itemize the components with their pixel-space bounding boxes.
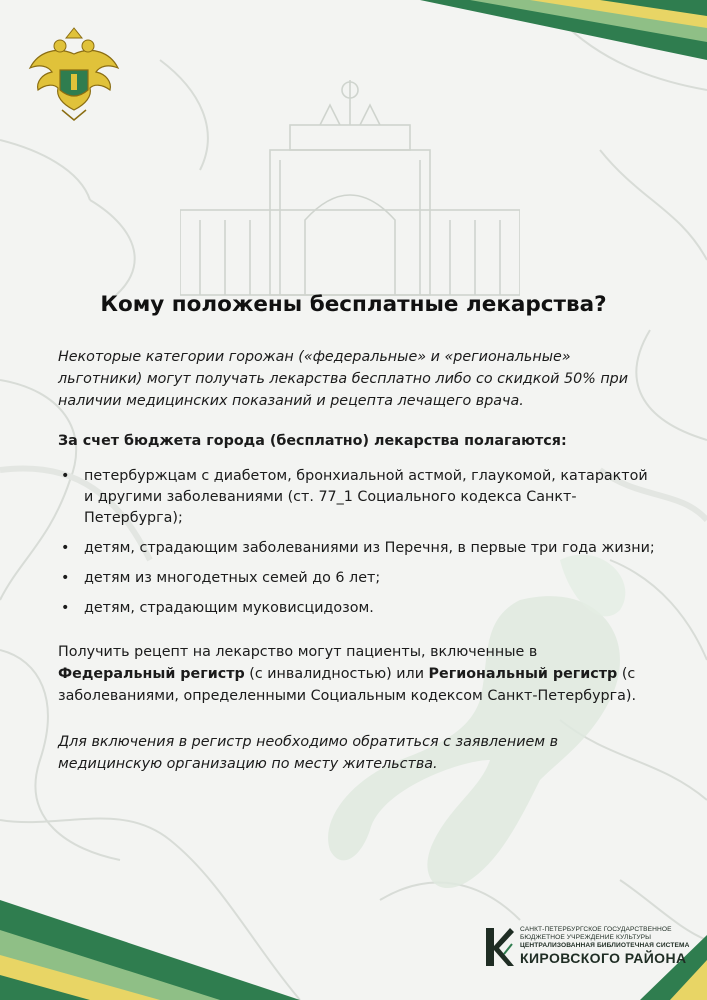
bullet-icon: • [61, 570, 70, 586]
bullet-icon: • [61, 540, 70, 556]
logo-line-2: БЮДЖЕТНОЕ УЧРЕЖДЕНИЕ КУЛЬТУРЫ [520, 934, 652, 941]
list-item: • петербуржцам с диабетом, бронхиальной астмой, глаукомой, катарактой и другими заболеваниями (ст. 77_1 Социального кодекса Санкт-Петербурга); [61, 468, 648, 526]
main-content [58, 346, 658, 775]
bullet-icon: • [61, 468, 70, 484]
bullet-icon: • [61, 600, 70, 616]
intro-paragraph: Некоторые категории горожан («федеральные» и «региональные» льготники) могут получать лекарства бесплатно либо со скидкой 50% при наличии медицинских показаний и рецепта лечащего врача. [58, 349, 629, 409]
logo-line-4: КИРОВСКОГО РАЙОНА [520, 950, 687, 966]
federal-registry-term: Федеральный регистр [58, 666, 245, 682]
library-book-pen-logo-icon [482, 924, 516, 970]
list-item: • детям, страдающим муковисцидозом. [58, 598, 658, 619]
regional-registry-term: Региональный регистр [428, 666, 618, 682]
triumphal-arch-illustration [180, 70, 520, 300]
library-logo [482, 924, 690, 972]
registry-paragraph: Получить рецепт на лекарство могут пациенты, включенные в Федеральный регистр (с инвалидностью) или Региональный регистр (с заболеваниями, определенными Социальным кодексом Санкт-Петербурга). [58, 644, 637, 704]
logo-line-1: САНКТ-ПЕТЕРБУРГСКОЕ ГОСУДАРСТВЕННОЕ [520, 926, 672, 933]
eligibility-list [58, 466, 658, 619]
budget-subheading: За счет бюджета города (бесплатно) лекарства полагаются: [58, 433, 567, 449]
logo-line-3: ЦЕНТРАЛИЗОВАННАЯ БИБЛИОТЕЧНАЯ СИСТЕМА [520, 942, 690, 949]
double-headed-eagle-emblem-icon [26, 24, 122, 124]
registration-note: Для включения в регистр необходимо обратиться с заявлением в медицинскую организацию по месту жительства. [58, 734, 559, 772]
list-item: • детям из многодетных семей до 6 лет; [58, 568, 658, 589]
page-title: Кому положены бесплатные лекарства? [100, 292, 607, 317]
list-item: • детям, страдающим заболеваниями из Перечня, в первые три года жизни; [58, 538, 658, 559]
